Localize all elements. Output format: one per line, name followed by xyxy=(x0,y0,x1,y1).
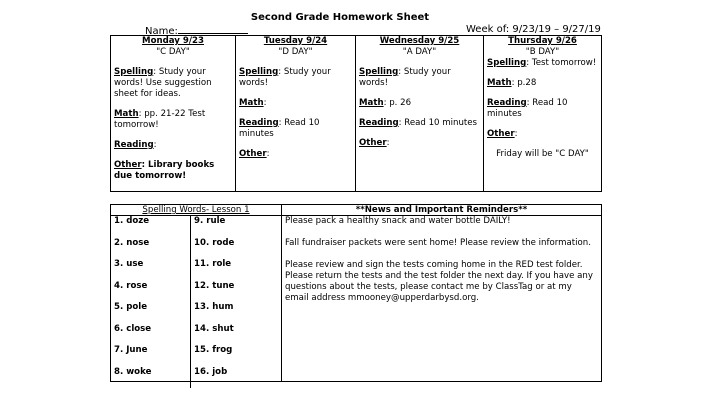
news-item: Please pack a healthy snack and water bottle DAILY! xyxy=(285,216,511,226)
reading-entry: Reading: Read 10 minutes xyxy=(239,118,320,139)
words-and-news-table xyxy=(110,204,602,382)
other-entry: Other: xyxy=(359,138,390,148)
spelling-entry: Spelling: Study your words! xyxy=(359,67,451,88)
spelling-word: 2. nose xyxy=(114,237,150,248)
day-name: Thursday 9/26 xyxy=(508,36,577,46)
reading-entry: Reading: Read 10 minutes xyxy=(359,118,478,128)
spelling-word: 8. woke xyxy=(114,366,152,377)
spelling-word: 11. role xyxy=(194,259,232,269)
day-letter: "B DAY" xyxy=(525,47,560,57)
spelling-words-right-column xyxy=(191,216,281,388)
spelling-words-left-column xyxy=(111,216,191,388)
day-column-monday xyxy=(111,36,236,191)
math-entry: Math: p. 26 xyxy=(359,98,412,108)
daily-assignments-table xyxy=(110,35,602,192)
other-entry: Other: xyxy=(239,149,270,159)
spelling-word: 10. rode xyxy=(194,237,235,248)
day-name: Wednesday 9/25 xyxy=(379,36,460,46)
spelling-entry: Spelling: Study your words! xyxy=(239,67,331,88)
spelling-word: 14. shut xyxy=(194,323,234,334)
day-letter: "C DAY" xyxy=(156,47,190,57)
day-letter: "D DAY" xyxy=(278,47,313,57)
math-entry: Math: p.28 xyxy=(487,78,537,88)
spelling-word: 16. job xyxy=(194,366,228,377)
day-column-wednesday xyxy=(356,36,484,191)
spelling-entry: Spelling: Test tomorrow! xyxy=(487,58,597,68)
math-entry: Math: xyxy=(239,98,267,108)
day-letter: "A DAY" xyxy=(402,47,437,57)
week-of: Week of: 9/23/19 – 9/27/19 xyxy=(466,24,601,35)
spelling-word: 13. hum xyxy=(194,302,234,312)
day-column-thursday xyxy=(484,36,601,191)
page-title: Second Grade Homework Sheet xyxy=(250,12,430,23)
spelling-entry: Spelling: Study your words! Use suggestion sheet for ideas. xyxy=(114,67,212,99)
spelling-word: 7. June xyxy=(114,345,148,355)
other-entry: Other: xyxy=(487,129,518,139)
friday-note: Friday will be "C DAY" xyxy=(496,149,589,159)
day-column-tuesday xyxy=(236,36,356,191)
spelling-word: 9. rule xyxy=(194,216,226,226)
spelling-words-section xyxy=(111,205,282,381)
math-entry: Math: pp. 21-22 Test tomorrow! xyxy=(114,109,206,130)
spelling-words-heading: Spelling Words- Lesson 1 xyxy=(111,205,281,216)
reading-entry: Reading: Read 10 minutes xyxy=(487,98,568,119)
reading-entry: Reading: xyxy=(114,140,157,150)
news-section xyxy=(282,205,601,381)
spelling-word: 3. use xyxy=(114,259,144,269)
day-name: Monday 9/23 xyxy=(142,36,204,46)
news-item: Please review and sign the tests coming home in the RED test folder. Please return the tests and the test folder the next day. If you have any questions about the tests, please contact me by ClassTag or at my email address mmooney@upperdarbysd.org. xyxy=(285,260,593,303)
spelling-word: 6. close xyxy=(114,323,152,334)
spelling-word: 5. pole xyxy=(114,302,148,312)
spelling-word: 4. rose xyxy=(114,280,148,291)
name-label: Name: xyxy=(145,26,178,37)
other-entry: Other: Library books due tomorrow! xyxy=(114,160,215,181)
name-underline xyxy=(178,24,248,34)
day-name: Tuesday 9/24 xyxy=(263,36,328,46)
spelling-word: 12. tune xyxy=(194,280,235,291)
news-item: Fall fundraiser packets were sent home! Please review the information. xyxy=(285,238,591,248)
news-heading: **News and Important Reminders** xyxy=(282,205,601,216)
spelling-word: 15. frog xyxy=(194,345,233,355)
spelling-word: 1. doze xyxy=(114,216,150,226)
